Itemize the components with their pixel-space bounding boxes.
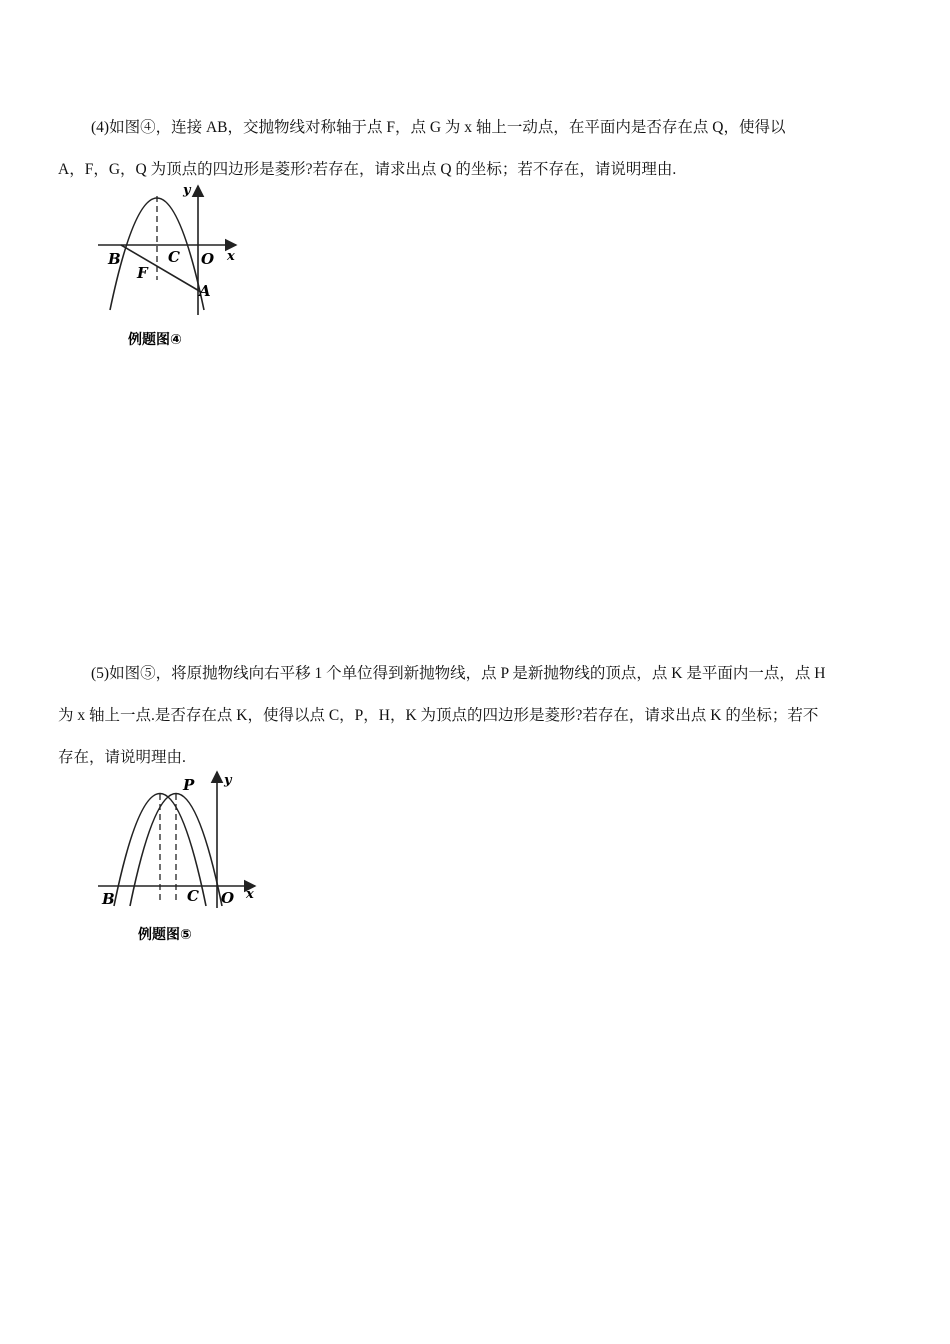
label-b: B <box>108 250 121 268</box>
label-b: B <box>102 890 115 908</box>
question-5-line-2: 为 x 轴上一点.是否存在点 K，使得以点 C，P，H，K 为顶点的四边形是菱形?若存在，请求出点 K 的坐标；若不 <box>58 707 819 724</box>
label-c: C <box>168 248 180 266</box>
question-5-line-3: 存在，请说明理由. <box>58 749 186 766</box>
question-5-line-1: (5)如图⑤，将原抛物线向右平移 1 个单位得到新抛物线，点 P 是新抛物线的顶点，点 K 是平面内一点，点 H <box>91 665 826 682</box>
label-o: O <box>221 889 235 907</box>
figure-4-caption: 例题图④ <box>128 332 182 348</box>
label-x: x <box>227 249 235 264</box>
figure-5 <box>90 768 270 953</box>
label-y: y <box>183 183 191 198</box>
question-4-line-1: (4)如图④，连接 AB，交抛物线对称轴于点 F，点 G 为 x 轴上一动点，在平面内是否存在点 Q，使得以 <box>91 119 786 136</box>
figure-4 <box>90 180 260 360</box>
label-a: A <box>199 282 211 300</box>
figure-5-diagram <box>90 768 270 948</box>
label-o: O <box>201 250 215 268</box>
figure-5-caption: 例题图⑤ <box>138 927 192 943</box>
question-4-line-2: A，F，G，Q 为顶点的四边形是菱形?若存在，请求出点 Q 的坐标；若不存在，请说明理由. <box>58 161 677 178</box>
label-f: F <box>137 264 148 282</box>
parabola <box>110 198 204 310</box>
label-c: C <box>187 887 199 905</box>
question-4-text <box>58 107 890 191</box>
label-y: y <box>224 773 232 788</box>
label-p: P <box>183 776 195 794</box>
figure-4-diagram <box>90 180 260 355</box>
question-5-text <box>58 653 890 779</box>
label-x: x <box>246 887 254 902</box>
